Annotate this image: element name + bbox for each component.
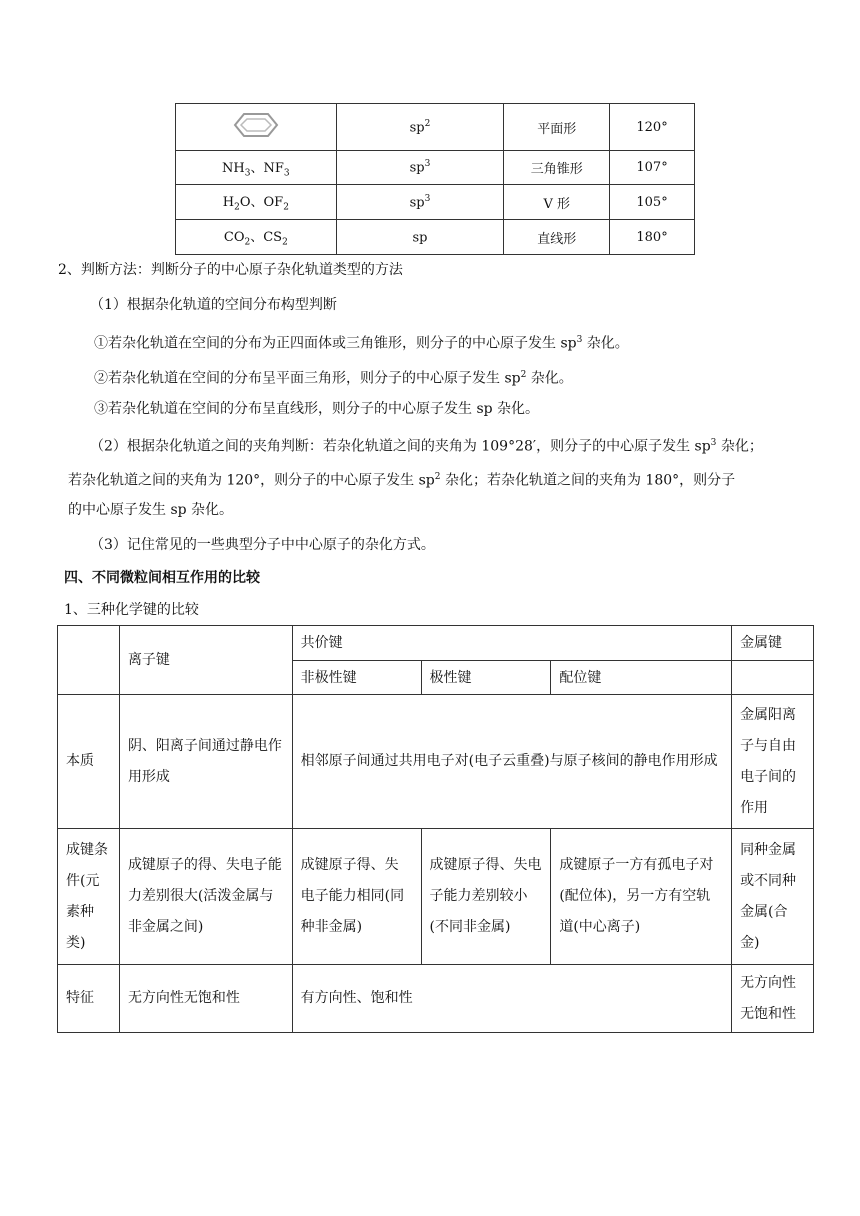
table-row <box>176 151 695 185</box>
method-2-line2: 若杂化轨道之间的夹角为 120°，则分子的中心原子发生 $sp^2$ 杂化；若杂化轨道之间的夹角为 180°，则分子 <box>68 472 736 489</box>
angle-cell: 107° <box>610 151 695 185</box>
table-cell: 金属阳离子与自由电子间的作用 <box>732 695 814 829</box>
method-1: （1）根据杂化轨道的空间分布构型判断 <box>90 297 337 313</box>
table-cell: 无方向性无饱和性 <box>732 965 814 1033</box>
hybridization-cell: $sp^3$ <box>336 185 504 220</box>
table-cell: 同种金属或不同种金属(合金) <box>732 829 814 965</box>
table-row <box>176 220 695 255</box>
method-title: 2、判断方法：判断分子的中心原子杂化轨道类型的方法 <box>58 262 403 278</box>
row-label: 本质 <box>58 695 120 829</box>
angle-cell: 180° <box>610 220 695 255</box>
table-cell: 阴、阳离子间通过静电作用形成 <box>119 695 292 829</box>
molecule-cell: $H_2O$、$OF_2$ <box>176 185 337 220</box>
covalent-header: 共价键 <box>292 626 731 661</box>
benzene-structure-icon <box>176 104 337 151</box>
section-heading: 四、不同微粒间相互作用的比较 <box>64 570 260 586</box>
hybridization-cell: $sp^2$ <box>336 104 504 151</box>
method-3: （3）记住常见的一些典型分子中中心原子的杂化方式。 <box>90 537 435 553</box>
method-1b: ②若杂化轨道在空间的分布呈平面三角形，则分子的中心原子发生 $sp^2$ 杂化。 <box>94 370 573 387</box>
molecule-cell: $NH_3$、$NF_3$ <box>176 151 337 185</box>
shape-cell: 三角锥形 <box>504 151 610 185</box>
table-row <box>176 185 695 220</box>
table-cell: 无方向性无饱和性 <box>119 965 292 1033</box>
coordinate-header: 配位键 <box>551 661 732 695</box>
table-row <box>58 829 814 965</box>
nonpolar-header: 非极性键 <box>292 661 421 695</box>
ionic-header: 离子键 <box>119 626 292 695</box>
shape-cell: 平面形 <box>504 104 610 151</box>
metallic-header: 金属键 <box>732 626 814 661</box>
polar-header: 极性键 <box>421 661 551 695</box>
table-row <box>176 104 695 151</box>
method-2-line3: 的中心原子发生 sp 杂化。 <box>68 502 234 518</box>
method-1c: ③若杂化轨道在空间的分布呈直线形，则分子的中心原子发生 sp 杂化。 <box>94 401 540 417</box>
angle-cell: 120° <box>610 104 695 151</box>
table-row <box>58 695 814 829</box>
table-cell: 成键原子一方有孤电子对(配位体)，另一方有空轨道(中心离子) <box>551 829 732 965</box>
method-2-line1: （2）根据杂化轨道之间的夹角判断：若杂化轨道之间的夹角为 109°28′，则分子的中心原子发生 $sp^3$ 杂化； <box>90 438 763 455</box>
subsection-heading: 1、三种化学键的比较 <box>64 602 199 618</box>
table-cell: 有方向性、饱和性 <box>292 965 731 1033</box>
hybridization-cell: sp <box>336 220 504 255</box>
angle-cell: 105° <box>610 185 695 220</box>
bond-comparison-table <box>57 625 814 1033</box>
row-label: 特征 <box>58 965 120 1033</box>
shape-cell: 直线形 <box>504 220 610 255</box>
hybridization-cell: $sp^3$ <box>336 151 504 185</box>
table-row <box>58 626 814 661</box>
table-row <box>58 965 814 1033</box>
table-cell: 相邻原子间通过共用电子对(电子云重叠)与原子核间的静电作用形成 <box>292 695 731 829</box>
table-cell: 成键原子得、失电子能力差别较小(不同非金属) <box>421 829 551 965</box>
shape-cell: V 形 <box>504 185 610 220</box>
row-label: 成键条件(元素种类) <box>58 829 120 965</box>
hybrid-table <box>175 103 695 255</box>
table-cell: 成键原子得、失电子能力相同(同种非金属) <box>292 829 421 965</box>
table-cell: 成键原子的得、失电子能力差别很大(活泼金属与非金属之间) <box>119 829 292 965</box>
molecule-cell: $CO_2$、$CS_2$ <box>176 220 337 255</box>
method-1a: ①若杂化轨道在空间的分布为正四面体或三角锥形，则分子的中心原子发生 $sp^3$ 杂化。 <box>94 335 629 352</box>
